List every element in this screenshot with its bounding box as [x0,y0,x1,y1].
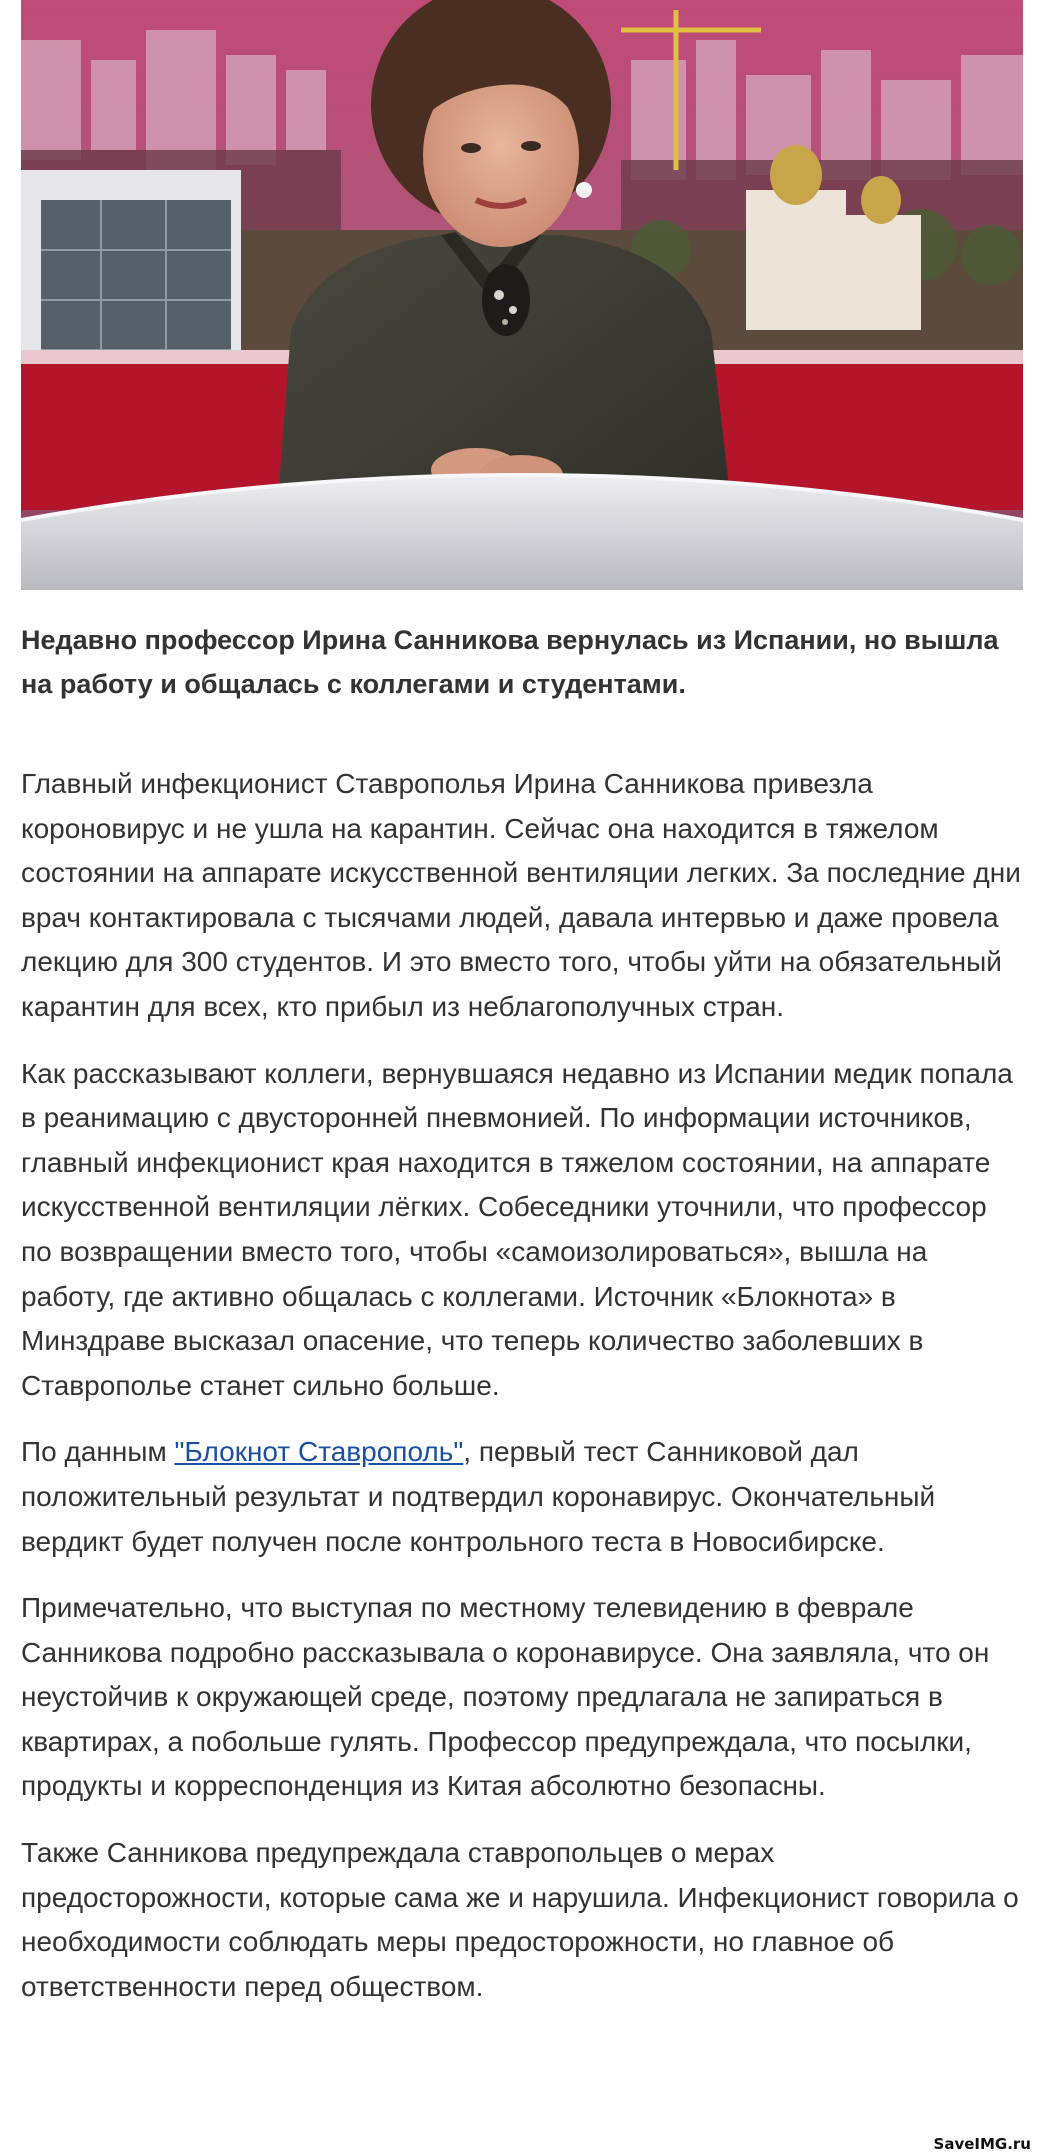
article-paragraph: Примечательно, что выступая по местному телевидению в феврале Санникова подробно рассказывала о коронавирусе. Она заявляла, что он неустойчив к окружающей среде, поэтому предлагала не запираться в квартирах, а побольше гулять. Профессор предупреждала, что посылки, продукты и корреспонденция из Китая абсолютно безопасны. [21,1592,990,1802]
studio-photo-illustration [21,0,1023,590]
paragraph-text: По данным [21,1436,175,1468]
paragraph-text: , первый тест Санниковой дал положительный результат и подтвердил коронавирус. Окончательный вердикт будет получен после контрольного теста в Новосибирске. [21,1436,936,1557]
article-paragraph: Как рассказывают коллеги, вернувшаяся недавно из Испании медик попала в реанимацию с двусторонней пневмонией. По информации источников, главный инфекционист края находится в тяжелом состоянии, на аппарате искусственной вентиляции лёгких. Собеседники уточнили, что профессор по возвращении вместо того, чтобы «самоизолироваться», вышла на работу, где активно общалась с коллегами. Источник «Блокнота» в Минздраве высказал опасение, что теперь количество заболевших в Ставрополье станет сильно больше. [21,1057,1013,1401]
article [21,0,1023,2009]
article-paragraph: Главный инфекционист Ставрополья Ирина Санникова привезла короновирус и не ушла на карантин. Сейчас она находится в тяжелом состоянии на аппарате искусственной вентиляции легких. За последние дни врач контактировала с тысячами людей, давала интервью и даже провела лекцию для 300 студентов. И это вместо того, чтобы уйти на обязательный карантин для всех, кто прибыл из неблагополучных стран. [21,768,1021,1022]
article-paragraph [21,1430,1023,1564]
watermark: SaveIMG.ru [931,2135,1034,2153]
photo-caption: Недавно профессор Ирина Санникова вернулась из Испании, но вышла на работу и общалась с коллегами и студентами. [21,625,999,699]
bloknot-stavropol-link[interactable]: "Блокнот Ставрополь" [174,1436,464,1468]
article-paragraph: Также Санникова предупреждала ставропольцев о мерах предосторожности, которые сама же и нарушила. Инфекционист говорила о необходимости соблюдать меры предосторожности, но главное об ответственности перед обществом. [21,1837,1019,2002]
article-photo [21,0,1023,590]
